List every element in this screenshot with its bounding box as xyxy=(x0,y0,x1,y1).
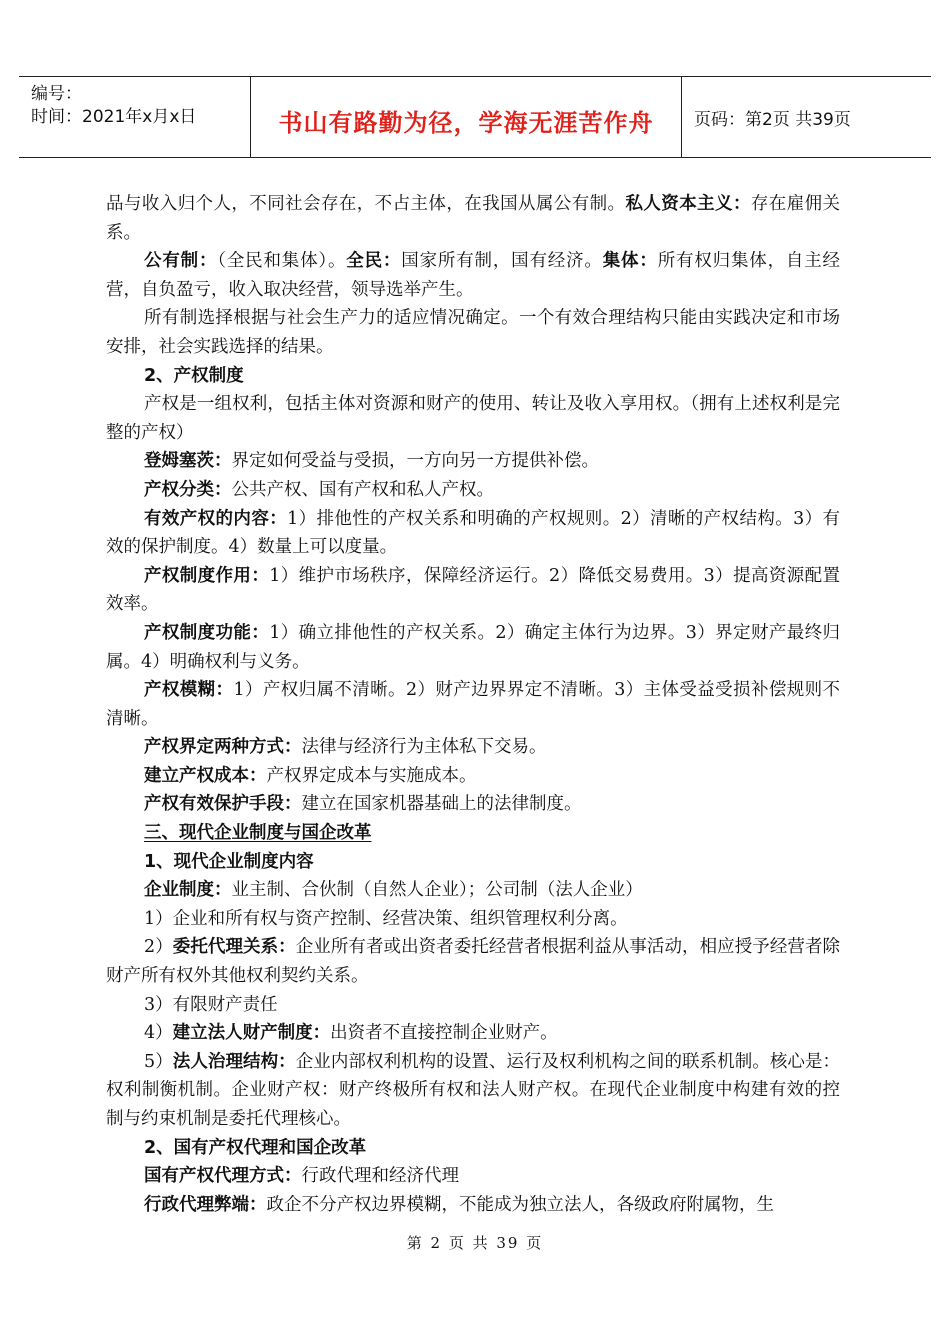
paragraph xyxy=(106,876,840,905)
bold-term: 产权制度作用： xyxy=(144,565,270,586)
paragraph xyxy=(106,390,840,447)
text-run: 1）维护市场秩序，保障经济运行。2）降低交易费用。3）提高资源配置效率。 xyxy=(106,565,841,615)
text-run: 企业所有者或出资者委托经营者根据利益从事活动，相应授予经营者除财产所有权外其他权利契约关系。 xyxy=(106,937,841,987)
bold-term: 行政代理弊端： xyxy=(144,1194,267,1215)
paragraph xyxy=(106,562,840,619)
text-run: 1）确立排他性的产权关系。2）确定主体行为边界。3）界定财产最终归属。4）明确权利与义务。 xyxy=(106,622,841,672)
bold-term: 产权制度功能： xyxy=(144,622,270,643)
paragraph xyxy=(106,819,840,848)
text-run: 公共产权、国有产权和私人产权。 xyxy=(231,479,494,500)
bold-term: 产权分类： xyxy=(144,479,232,500)
paragraph xyxy=(106,905,840,934)
bold-term: 企业制度： xyxy=(144,880,232,901)
paragraph xyxy=(106,304,840,361)
bold-term: 产权模糊： xyxy=(144,680,234,701)
paragraph xyxy=(106,790,840,819)
header-motto: 书山有路勤为径，学海无涯苦作舟 xyxy=(278,108,654,137)
page-header xyxy=(19,76,931,158)
bold-term: 建立法人财产制度： xyxy=(172,1023,331,1044)
paragraph xyxy=(106,762,840,791)
bold-term: 产权界定两种方式： xyxy=(144,737,302,758)
paragraph xyxy=(106,1134,840,1163)
paragraph xyxy=(106,991,840,1020)
paragraph xyxy=(106,247,840,304)
text-run: 5） xyxy=(144,1051,173,1072)
text-run: 出资者不直接控制企业财产。 xyxy=(330,1023,558,1044)
bold-term: 2、产权制度 xyxy=(144,365,244,386)
text-run: 建立在国家机器基础上的法律制度。 xyxy=(301,794,582,815)
text-run: 法律与经济行为主体私下交易。 xyxy=(301,737,547,758)
paragraph xyxy=(106,505,840,562)
text-run: 所有权归集体，自主经营，自负盈亏，收入取决经营，领导选举产生。 xyxy=(106,251,841,300)
paragraph xyxy=(106,447,840,476)
paragraph xyxy=(106,619,840,676)
header-page-cell xyxy=(682,77,931,157)
text-run: （全民和集体）。 xyxy=(217,251,347,272)
text-run: 业主制、合伙制（自然人企业）；公司制（法人企业） xyxy=(231,880,643,901)
text-run: 1）产权归属不清晰。2）财产边界界定不清晰。3）主体受益受损补偿规则不清晰。 xyxy=(106,680,840,729)
paragraph xyxy=(106,190,840,247)
paragraph xyxy=(106,848,840,877)
bold-term: 法人治理结构： xyxy=(172,1051,296,1072)
bold-term: 1、现代企业制度内容 xyxy=(144,851,314,872)
bold-term: 有效产权的内容： xyxy=(144,508,288,529)
text-run: 1）企业和所有权与资产控制、经营决策、组织管理权利分离。 xyxy=(144,908,628,929)
document-number-label: 编号： xyxy=(31,84,82,104)
paragraph xyxy=(106,1162,840,1191)
bold-term: 公有制： xyxy=(144,251,218,272)
bold-term: 产权有效保护手段： xyxy=(144,794,302,815)
bold-term: 私人资本主义： xyxy=(625,194,751,214)
paragraph xyxy=(106,1019,840,1048)
text-run: 1）排他性的产权关系和明确的产权规则。2）清晰的产权结构。3）有效的保护制度。4）数量上可以度量。 xyxy=(106,508,841,558)
text-run: 界定如何受益与受损，一方向另一方提供补偿。 xyxy=(231,451,599,472)
text-run: 企业内部权利机构的设置、运行及权利机构之间的联系机制。核心是：权利制衡机制。企业财产权：财产终极所有权和法人财产权。在现代企业制度中构建有效的控制与约束机制是委托代理核心。 xyxy=(106,1051,841,1129)
section-heading: 三、现代企业制度与国企改革 xyxy=(144,823,372,844)
bold-term: 委托代理关系： xyxy=(172,937,296,958)
document-time-label: 时间：2021年x月x日 xyxy=(31,107,197,127)
bold-term: 全民： xyxy=(346,251,402,272)
bold-term: 2、国有产权代理和国企改革 xyxy=(144,1137,367,1158)
text-run: 产权是一组权利，包括主体对资源和财产的使用、转让及收入享用权。（拥有上述权利是完整的产权） xyxy=(106,394,840,443)
bold-term: 国有产权代理方式： xyxy=(144,1166,302,1187)
text-run: 行政代理和经济代理 xyxy=(301,1166,459,1187)
header-meta-cell xyxy=(19,77,251,157)
bold-term: 集体： xyxy=(602,251,658,272)
header-motto-cell xyxy=(251,77,682,157)
paragraph xyxy=(106,676,840,733)
text-run: 4） xyxy=(144,1023,173,1044)
document-body xyxy=(106,190,840,1219)
text-run: 2） xyxy=(144,937,173,958)
paragraph xyxy=(106,476,840,505)
text-run: 政企不分产权边界模糊，不能成为独立法人，各级政府附属物，生 xyxy=(266,1194,774,1215)
text-run: 品与收入归个人，不同社会存在，不占主体，在我国从属公有制。 xyxy=(106,194,626,214)
header-page-info: 页码：第2页 共39页 xyxy=(694,109,851,130)
text-run: 国家所有制，国有经济。 xyxy=(401,251,603,272)
paragraph xyxy=(106,733,840,762)
paragraph xyxy=(106,1048,840,1134)
bold-term: 建立产权成本： xyxy=(144,765,267,786)
paragraph xyxy=(106,933,840,990)
paragraph xyxy=(106,1191,840,1220)
paragraph xyxy=(106,362,840,391)
bold-term: 登姆塞茨： xyxy=(144,451,232,472)
page-footer: 第 2 页 共 39 页 xyxy=(406,1234,544,1252)
text-run: 存在雇佣关系。 xyxy=(106,194,841,243)
text-run: 产权界定成本与实施成本。 xyxy=(266,765,477,786)
text-run: 3）有限财产责任 xyxy=(144,994,278,1015)
text-run: 所有制选择根据与社会生产力的适应情况确定。一个有效合理结构只能由实践决定和市场安排，社会实践选择的结果。 xyxy=(106,308,840,357)
